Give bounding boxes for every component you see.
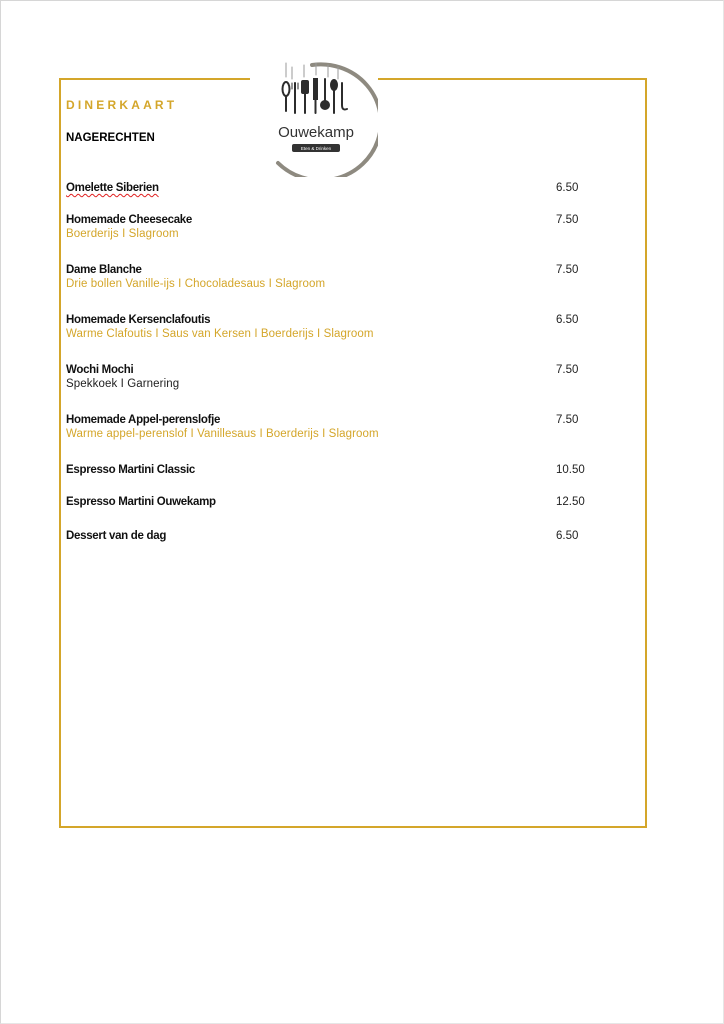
item-price: 6.50 [556,530,579,542]
item-description: Boerderijs I Slagroom [66,228,179,240]
menu-title: DINERKAART [66,98,178,112]
item-price: 7.50 [556,364,579,376]
menu-item [66,414,606,440]
item-description: Warme Clafoutis I Saus van Kersen I Boerderijs I Slagroom [66,328,374,340]
menu-item [66,530,606,542]
item-name: Dame Blanche [66,264,142,276]
menu-item [66,314,606,340]
item-price: 10.50 [556,464,585,476]
item-price: 7.50 [556,414,579,426]
menu-item [66,264,606,290]
item-name [66,496,606,508]
logo-name: Ouwekamp [278,124,354,141]
item-name: Wochi Mochi [66,364,134,376]
menu-item [66,214,606,240]
item-description: Spekkoek I Garnering [66,378,180,390]
item-name: Omelette Siberien [66,182,159,194]
item-name: Homemade Cheesecake [66,214,192,226]
item-price: 6.50 [556,182,579,194]
menu-item [66,182,606,194]
item-price: 7.50 [556,264,579,276]
menu-item [66,496,606,508]
logo-tagline: Eten & Drinken [300,146,332,151]
item-name: Espresso Martini Classic [66,464,195,476]
item-description: Drie bollen Vanille-ijs I Chocoladesaus I Slagroom [66,278,326,290]
item-description: Warme appel-perenslof I Vanillesaus I Boerderijs I Slagroom [66,428,379,440]
item-name: Homemade Appel-perenslofje [66,414,221,426]
menu-item [66,364,606,390]
item-name-text: Espresso Martini Ouwekamp [66,496,216,508]
item-name: Homemade Kersenclafoutis [66,314,211,326]
section-title: NAGERECHTEN [66,132,155,144]
item-price: 7.50 [556,214,579,226]
restaurant-logo [250,55,378,177]
menu-item [66,464,606,476]
item-price: 12.50 [556,496,585,508]
item-name: Dessert van de dag [66,530,167,542]
item-price: 6.50 [556,314,579,326]
